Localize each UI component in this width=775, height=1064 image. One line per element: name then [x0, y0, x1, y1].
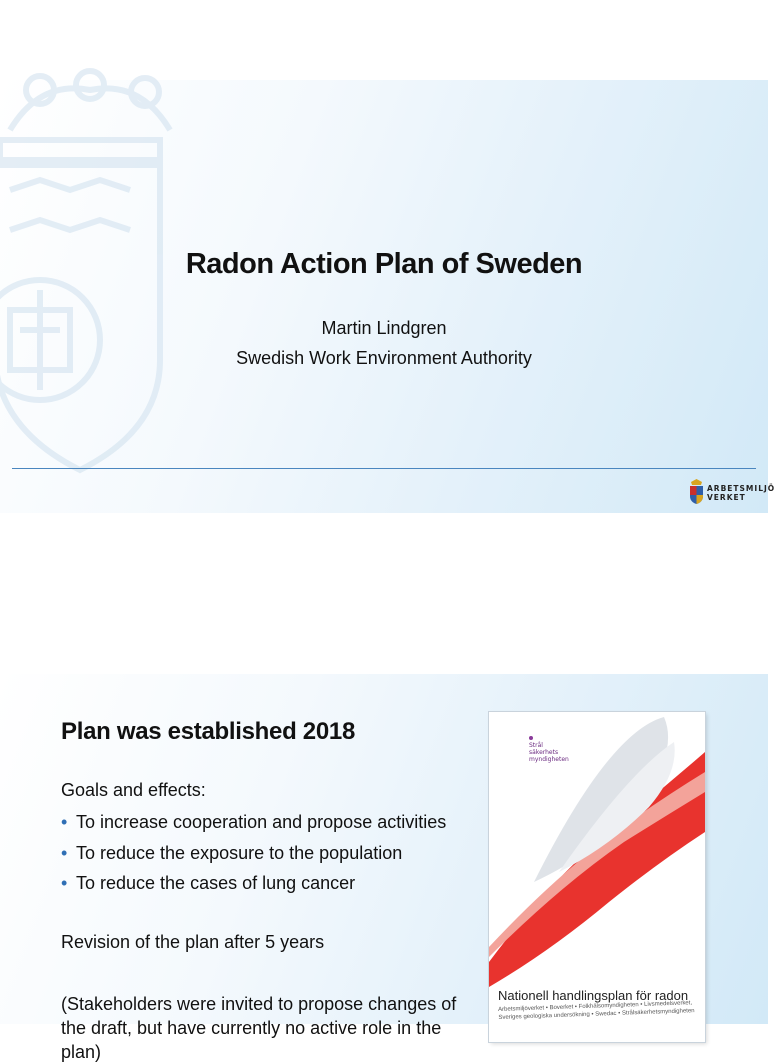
title-slide	[0, 80, 775, 513]
publisher-line: säkerhets	[529, 749, 559, 756]
divider	[12, 468, 756, 469]
report-cover-image	[489, 712, 705, 1042]
report-authorities: Arbetsmiljöverket • Boverket • Folkhälsomyndigheten • Livsmedelsverket, Sveriges geologiska undersökning • Swedac • Strålsäkerhetsmyndigheten	[498, 1000, 695, 1021]
organization-name: Swedish Work Environment Authority	[236, 348, 532, 368]
crest-icon	[688, 478, 705, 505]
arbetsmiljoverket-logo	[688, 478, 775, 506]
goal-item: • To reduce the cases of lung cancer	[61, 873, 446, 904]
logo-line-2: VERKET	[707, 493, 746, 502]
goals-list	[61, 812, 446, 904]
goal-item: • To reduce the exposure to the population	[61, 843, 446, 874]
revision-text: Revision of the plan after 5 years	[61, 932, 325, 952]
publisher-line: myndigheten	[529, 756, 569, 763]
content-slide	[0, 674, 768, 1062]
stakeholders-note: (Stakeholders were invited to propose changes of the draft, but have currently no active role in the plan)	[61, 994, 457, 1062]
report-title: Nationell handlingsplan för radon	[498, 988, 689, 1003]
logo-text	[707, 484, 775, 502]
logo-line-1: ARBETSMILJÖ	[707, 484, 775, 493]
author-name: Martin Lindgren	[321, 318, 447, 338]
crest-watermark-icon	[0, 70, 200, 510]
slide-heading: Plan was established 2018	[61, 718, 355, 745]
slide-title: Radon Action Plan of Sweden	[185, 248, 583, 280]
report-publisher	[529, 742, 569, 763]
publisher-line: Strål	[529, 742, 543, 749]
goal-item: • To increase cooperation and propose activities	[61, 812, 446, 843]
publisher-mark-icon	[529, 736, 533, 740]
goals-label: Goals and effects:	[61, 780, 206, 800]
